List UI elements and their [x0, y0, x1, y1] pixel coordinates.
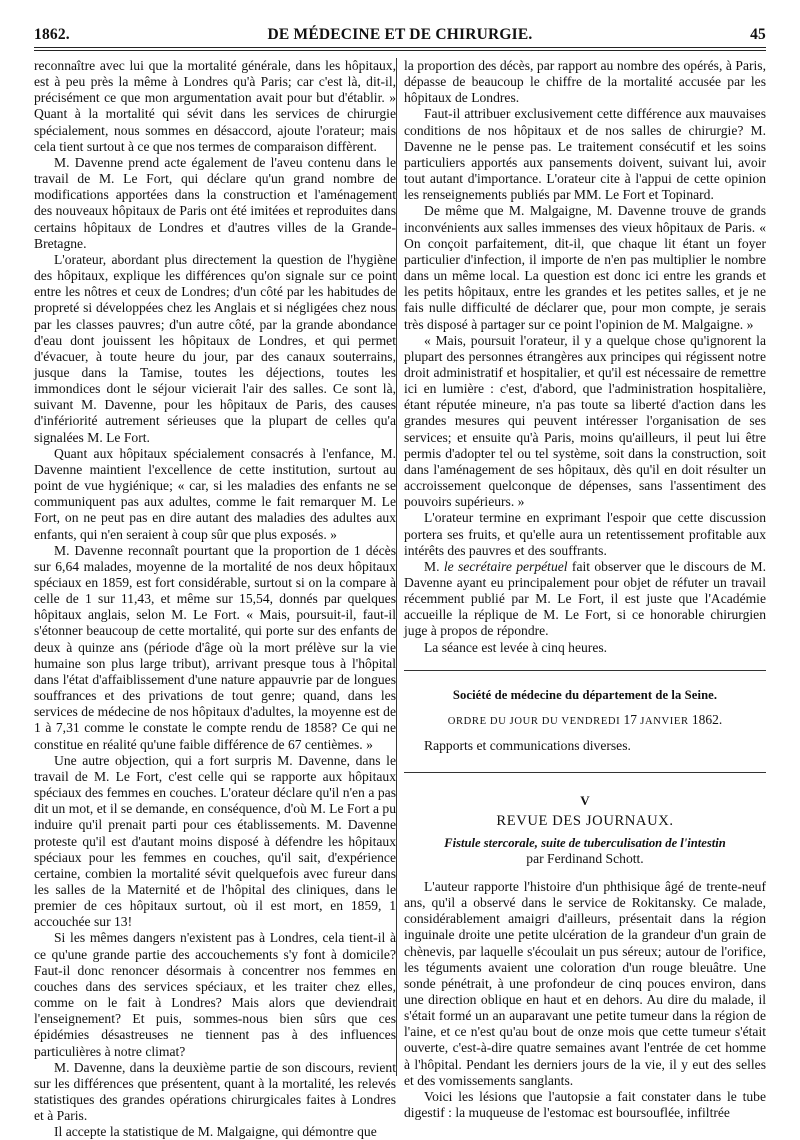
- paragraph: Si les mêmes dangers n'existent pas à Londres, cela tient-il à ce qu'une grande partie des accouchements s'y font à domicile? Faut-il donc renoncer désormais à concentrer nos femmes en couches dans des services spéciaux, et les traiter chez elles, comme on le fait à Londres? Mais alors que deviendrait l'enseignement? Et puis, sommes-nous bien sûrs que ces épidémies désastreuses ne tiennent pas à des influences particulières à notre climat?: [34, 930, 396, 1059]
- paragraph-lead: M.: [424, 558, 440, 574]
- paragraph: L'orateur, abordant plus directement la question de l'hygiène des hôpitaux, explique les différences qu'on signale sur ce point entre les nôtres et ceux de Londres; d'un côté par les habitudes de propreté si développées chez les Anglais et si négligées chez nous par les classes pauvres; d'un autre côté, par la grande abondance d'eau dont jouissent les hôpitaux de Londres, et qui permet d'évacuer, à toute heure du jour, par des canaux souterrains, jusque dans la Tamise, toutes les déjections, toutes les immondices dont le séjour vicierait l'air des salles. Ce sont là, suivant M. Davenne, pour les hôpitaux de Paris, des causes d'infériorité autrement sérieuses que la plupart de celles qu'a signalées M. Le Fort.: [34, 251, 396, 445]
- secretary-title: le secrétaire perpétuel: [443, 558, 568, 574]
- paragraph: L'auteur rapporte l'histoire d'un phthisique âgé de trente-neuf ans, qu'il a observé dans le service de Rokitansky. Ce malade, considérablement amaigri d'ailleurs, présentait dans la région inguinale droite une petite ulcération de la grandeur d'un grain de chènevis, par laquelle s'écoulait un pus séreux; autour de l'orifice, les téguments avaient une coloration d'un rouge bleuâtre. Une sonde pénétrait, à une profondeur de cinq pouces environ, dans une direction oblique en haut et en dehors. Au dire du malade, il s'était formé un an auparavant une petite tumeur dans la région de l'aine, et ce n'est qu'au bout de onze mois que cette tumeur s'était ouverte, c'est-à-dire quatre semaines avant l'entrée de cet homme à l'hôpital. Pendant les derniers jours de la vie, il y eut des selles et des vomissements sanglants.: [404, 878, 766, 1088]
- agenda-prefix: ORDRE DU JOUR DU VENDREDI: [447, 715, 621, 727]
- header-rule-thin: [34, 50, 766, 51]
- paragraph: « Mais, poursuit l'orateur, il y a quelque chose qu'ignorent la plupart des personnes étrangères aux principes qui régissent notre droit administratif et hospitalier, et qu'il est nécessaire de remettre ici en lumière : c'est, d'abord, que l'administration hospitalière, étant réputée mineure, n'a pas toute sa liberté d'action dans les grandes mesures qui peuvent intéresser l'organisation de ses services; et ensuite qu'à Paris, moins qu'ailleurs, il peut lui être permis d'adopter tel ou tel système, soit dans la construction, soit dans l'aménagement de ses hôpitaux, dès qu'il en doit résulter un accroissement quelconque de dépenses, sans l'assentiment des pouvoirs supérieurs. »: [404, 332, 766, 510]
- agenda-line: [404, 712, 766, 730]
- paragraph: De même que M. Malgaigne, M. Davenne trouve de grands inconvénients aux salles immenses des vieux hôpitaux de Paris. « On conçoit parfaitement, dit-il, que chaque lit étant un foyer particulier d'infection, il importe de n'en pas multiplier le nombre dans un même local. La question est donc ici entre les grands et les petits hôpitaux, entre les grandes et les petites salles, et je ne fais nulle difficulté de déclarer que, pour mon compte, je serais très disposé à partager sur ce point l'opinion de M. Malgaigne. »: [404, 203, 766, 332]
- paragraph: reconnaître avec lui que la mortalité générale, dans les hôpitaux, est à peu près la même à Londres qu'à Paris; car c'est là, dit-il, précisément ce que mon argumentation avait pour but d'établir. » Quant à la mortalité qui sévit dans les services de chirurgie spécialement, nous sommes en désaccord, ajoute l'orateur; mais cela tient surtout à ce que nos termes de comparaison diffèrent.: [34, 58, 396, 154]
- agenda-day: 17: [623, 711, 638, 727]
- paragraph-rest: fait observer que le discours de M. Davenne ayant eu principalement pour objet de réfuter un travail récemment publié par M. Le Fort, il est juste que l'Académie accueille la réplique de M. Le Fort, si ce honorable chirurgien juge à propos de répondre.: [404, 558, 766, 639]
- paragraph: M. Davenne prend acte également de l'aveu contenu dans le travail de M. Le Fort, qui déclare qu'un grand nombre de modifications apportées dans la construction et l'aménagement des nouveaux hôpitaux de Paris ont été imitées et reproduites dans certains hôpitaux de Londres et d'autres villes de la Grande-Bretagne.: [34, 154, 396, 251]
- agenda-item: Rapports et communications diverses.: [424, 738, 631, 754]
- paragraph: la proportion des décès, par rapport au nombre des opérés, à Paris, dépasse de beaucoup le chiffre de la mortalité accusée par les hôpitaux de Londres.: [404, 58, 766, 106]
- agenda-month: JANVIER: [640, 715, 689, 727]
- paragraph: Faut-il attribuer exclusivement cette différence aux mauvaises conditions de nos hôpitaux et de nos salles de chirurgie? M. Davenne ne le pense pas. Le traitement consécutif et les soins particuliers apportés aux pansements doivent, suivant lui, avoir tout autant d'importance. L'orateur cite à l'appui de cette opinion les renseignements publiés par MM. Le Fort et Topinard.: [404, 106, 766, 203]
- paragraph: Voici les lésions que l'autopsie a fait constater dans le tube digestif : la muqueuse de l'estomac est boursouflée, infiltrée: [404, 1088, 766, 1121]
- header-rule: [34, 47, 766, 48]
- paragraph: La séance est levée à cinq heures.: [424, 639, 608, 655]
- paragraph: [404, 559, 766, 640]
- left-column: [34, 58, 396, 1140]
- page-header: [34, 26, 766, 46]
- section-divider: [404, 670, 766, 671]
- right-column: [404, 58, 766, 1121]
- section-number: V: [580, 793, 590, 809]
- paragraph: Il accepte la statistique de M. Malgaigne, qui démontre que: [54, 1124, 377, 1140]
- page-number: 45: [750, 26, 766, 43]
- paragraph: Une autre objection, qui a fort surpris M. Davenne, dans le travail de M. Le Fort, c'est celle qui se rapporte aux hôpitaux spéciaux des femmes en couches. L'orateur déclare qu'il n'en a pas dit un mot, et il se demande, en conséquence, d'où M. Le Fort a pu induire qu'il prenait parti pour ces établissements. M. Davenne proteste qu'il est d'autant moins disposé à défendre les hôpitaux spéciaux pour les femmes en couches, qu'il sait, d'expérience certaine, combien la mortalité sévit quelquefois avec fureur dans les salles de la Maternité et de l'hôpital des cliniques, dans le premier de ces hôpitaux surtout, où il est mort, en 1859, 1 accouchée sur 13!: [34, 752, 396, 930]
- paragraph: L'orateur termine en exprimant l'espoir que cette discussion portera ses fruits, et qu'elle aura un retentissement profitable aux intérêts des pauvres et des souffrants.: [404, 510, 766, 558]
- article-title: Fistule stercorale, suite de tuberculisation de l'intestin: [444, 835, 726, 850]
- paragraph: Quant aux hôpitaux spécialement consacrés à l'enfance, M. Davenne maintient l'excellence de cette institution, surtout au point de vue hygiénique; « car, si les maladies des enfants ne se communiquent pas aux adultes, comme le fait remarquer M. Le Fort, on ne peut pas en dire autant des maladies des adultes aux enfants, qui n'en seraient à coup sûr que plus exposés. »: [34, 445, 396, 542]
- paragraph: M. Davenne reconnaît pourtant que la proportion de 1 décès sur 6,64 malades, moyenne de la mortalité de nos deux hôpitaux spéciaux en 1859, est fort considérable, surtout si on la compare à celle de 1 sur 11,43, et même sur 15,54, donnés par quelques hôpitaux anglais, selon M. Le Fort. « Mais, poursuit-il, faut-il s'étonner beaucoup de cette mortalité, qui porte sur des enfants de deux à quinze ans (période d'âge où la mort prélève sur la vie humaine son plus large tribut), arrivant presque tous à l'hôpital dans l'état d'affaiblissement d'une nature appauvrie par de longues souffrances et des privations de tout genre; quand, dans les services de médecine de nos hôpitaux d'adultes, la moyenne est de 1 à 7,31 comme le constate le compte rendu de 1858? Ce qui ne constitue en réalité qu'une faible différence de 67 centièmes. »: [34, 542, 396, 752]
- paragraph: M. Davenne, dans la deuxième partie de son discours, revient sur les différences que présentent, quant à la mortalité, les relevés statistiques des grandes opérations chirurgicales faites à Londres et à Paris.: [34, 1059, 396, 1124]
- article-author: par Ferdinand Schott.: [526, 850, 644, 866]
- section-title: REVUE DES JOURNAUX.: [496, 813, 674, 830]
- society-heading: Société de médecine du département de la Seine.: [452, 687, 718, 702]
- column-separator: [396, 58, 397, 1076]
- agenda-year: 1862.: [691, 711, 723, 727]
- header-title: DE MÉDECINE ET DE CHIRURGIE.: [267, 26, 533, 43]
- header-year: 1862.: [34, 26, 70, 43]
- section-divider: [404, 772, 766, 773]
